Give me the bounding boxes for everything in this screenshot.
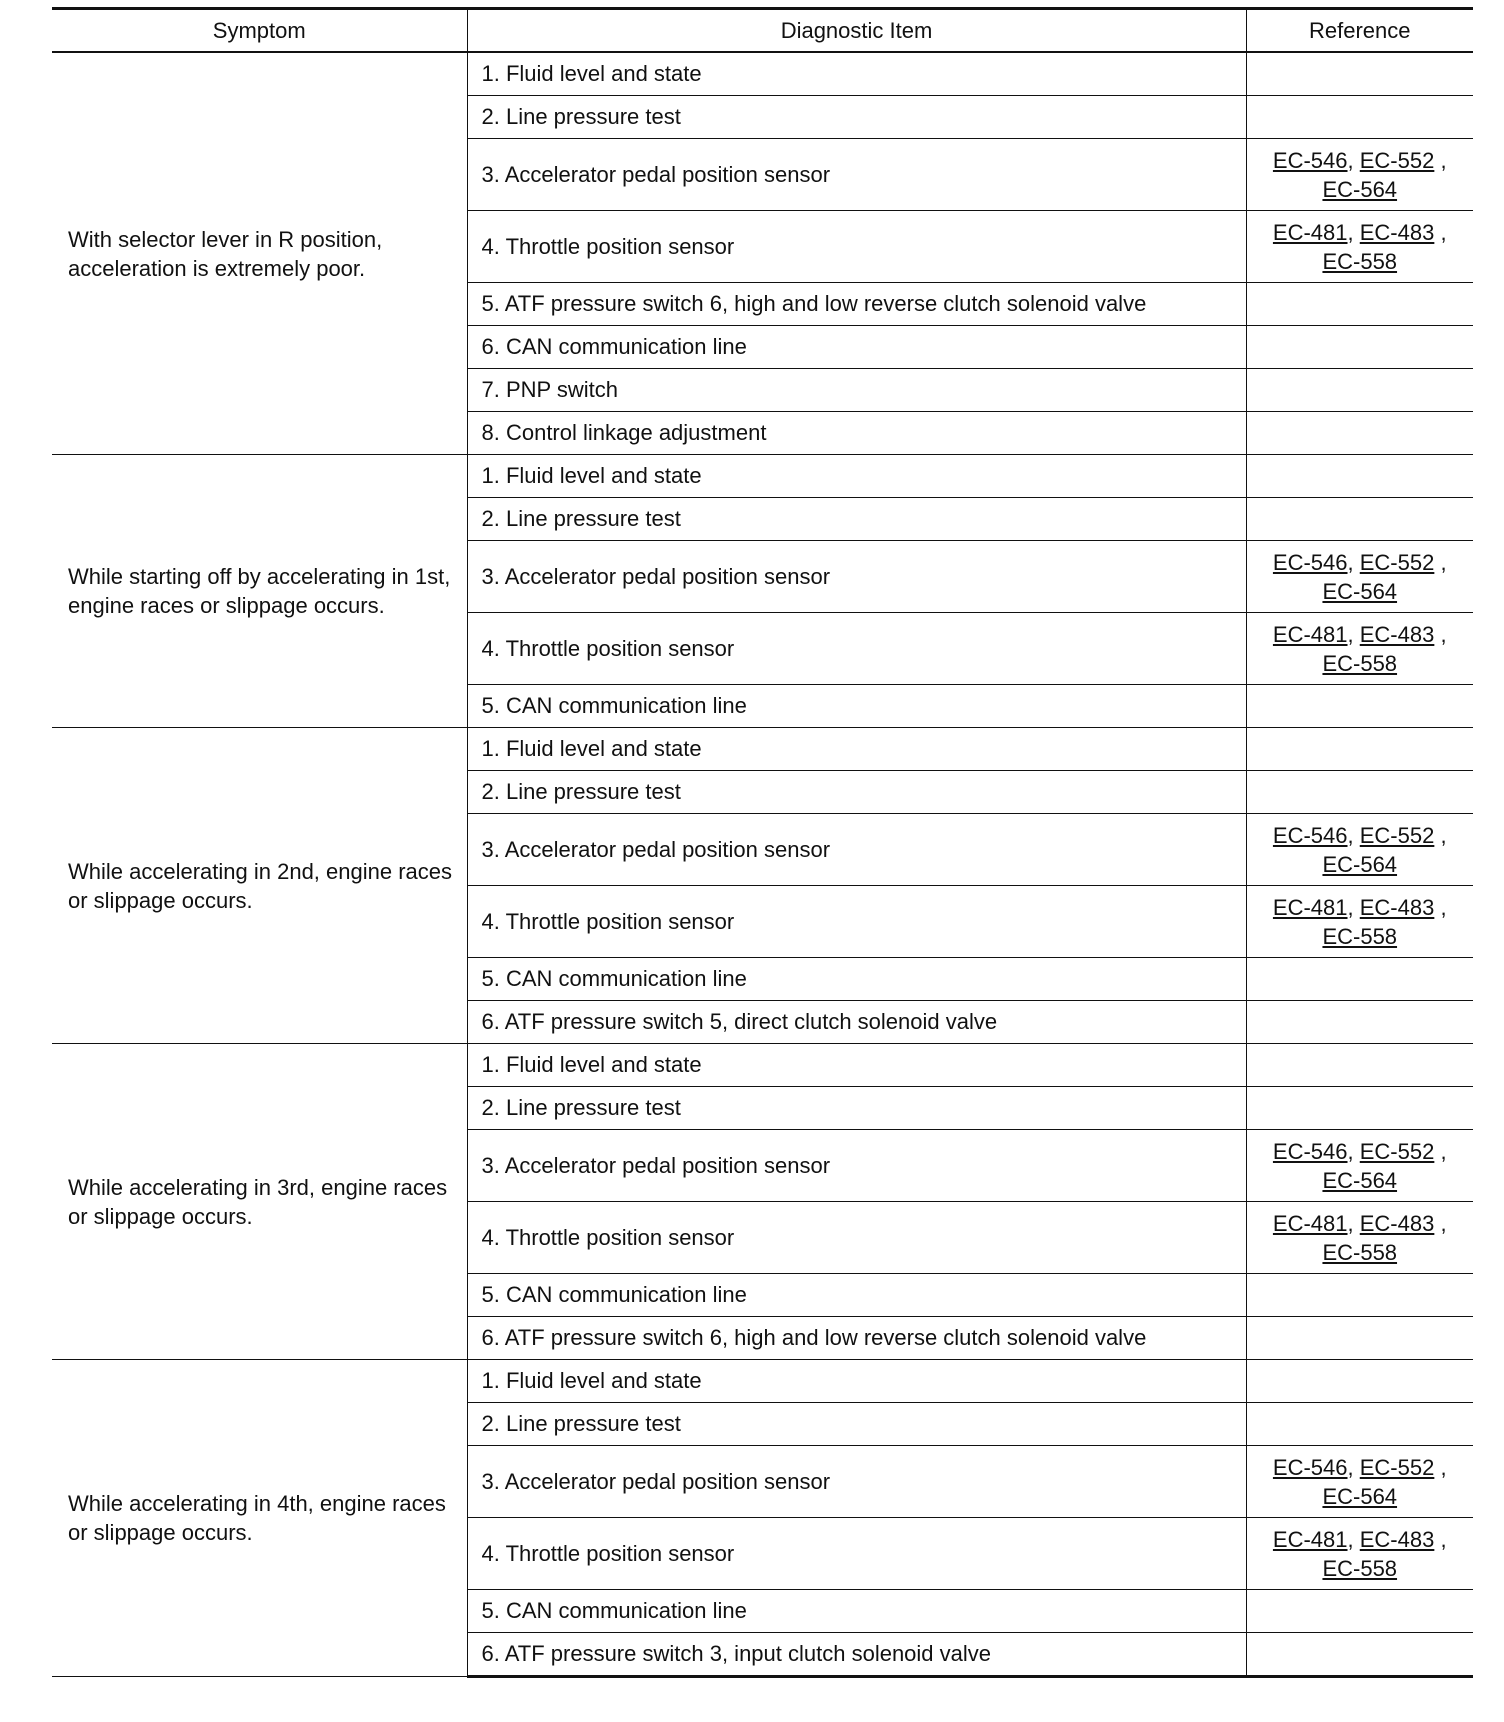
diagnostic-item-cell: 3. Accelerator pedal position sensor <box>467 1130 1246 1202</box>
diagnostic-item-cell: 5. ATF pressure switch 6, high and low reverse clutch solenoid valve <box>467 283 1246 326</box>
reference-link[interactable]: EC-546 <box>1272 1138 1348 1164</box>
reference-cell <box>1246 369 1473 412</box>
reference-link[interactable]: EC-481 <box>1272 219 1348 245</box>
diagnostic-item-header: Diagnostic Item <box>467 9 1246 53</box>
reference-link[interactable]: EC-552 <box>1359 822 1435 848</box>
reference-link[interactable]: EC-483 <box>1359 219 1435 245</box>
diagnostic-item-cell: 7. PNP switch <box>467 369 1246 412</box>
reference-cell <box>1246 283 1473 326</box>
reference-cell <box>1246 728 1473 771</box>
diagnostic-item-cell: 4. Throttle position sensor <box>467 1518 1246 1590</box>
reference-link[interactable]: EC-546 <box>1272 822 1348 848</box>
reference-cell <box>1246 96 1473 139</box>
reference-link[interactable]: EC-558 <box>1322 1555 1398 1581</box>
diagnostic-item-cell: 5. CAN communication line <box>467 685 1246 728</box>
symptom-group <box>52 455 1473 728</box>
reference-cell: EC-481, EC-483 , EC-558 <box>1272 894 1447 949</box>
reference-link[interactable]: EC-546 <box>1272 147 1348 173</box>
diagnostic-item-cell: 3. Accelerator pedal position sensor <box>467 1446 1246 1518</box>
reference-cell: EC-546, EC-552 , EC-564 <box>1272 1454 1447 1509</box>
reference-link[interactable]: EC-552 <box>1359 1138 1435 1164</box>
reference-cell <box>1246 455 1473 498</box>
reference-link[interactable]: EC-552 <box>1359 1454 1435 1480</box>
reference-link[interactable]: EC-483 <box>1359 1210 1435 1236</box>
diagnostic-item-cell: 3. Accelerator pedal position sensor <box>467 814 1246 886</box>
symptom-cell: While accelerating in 3rd, engine races or slippage occurs. <box>52 1044 467 1360</box>
symptom-cell: While accelerating in 2nd, engine races or slippage occurs. <box>52 728 467 1044</box>
reference-cell <box>1246 1317 1473 1360</box>
reference-cell <box>1246 52 1473 96</box>
diagnostic-item-cell: 4. Throttle position sensor <box>467 886 1246 958</box>
diagnostic-item-cell: 1. Fluid level and state <box>467 455 1246 498</box>
diagnostic-item-cell: 2. Line pressure test <box>467 771 1246 814</box>
reference-link[interactable]: EC-552 <box>1359 147 1435 173</box>
reference-cell <box>1246 1633 1473 1677</box>
diagnosis-table <box>52 7 1473 1678</box>
reference-link[interactable]: EC-481 <box>1272 1526 1348 1552</box>
reference-link[interactable]: EC-564 <box>1322 851 1398 877</box>
symptom-group <box>52 1044 1473 1360</box>
diagnostic-item-cell: 2. Line pressure test <box>467 96 1246 139</box>
table-row <box>52 455 1473 498</box>
diagnostic-item-cell: 6. ATF pressure switch 5, direct clutch solenoid valve <box>467 1001 1246 1044</box>
diagnostic-item-cell: 4. Throttle position sensor <box>467 1202 1246 1274</box>
diagnostic-item-cell: 1. Fluid level and state <box>467 1044 1246 1087</box>
diagnostic-item-cell: 3. Accelerator pedal position sensor <box>467 541 1246 613</box>
reference-cell: EC-546, EC-552 , EC-564 <box>1272 822 1447 877</box>
symptom-cell: With selector lever in R position, acceleration is extremely poor. <box>52 52 467 455</box>
diagnostic-item-cell: 5. CAN communication line <box>467 1274 1246 1317</box>
reference-cell: EC-481, EC-483 , EC-558 <box>1272 219 1447 274</box>
table-row <box>52 1044 1473 1087</box>
diagnostic-item-cell: 2. Line pressure test <box>467 1087 1246 1130</box>
symptom-header: Symptom <box>212 17 306 43</box>
reference-cell <box>1246 326 1473 369</box>
diagnostic-item-cell: 3. Accelerator pedal position sensor <box>467 139 1246 211</box>
reference-link[interactable]: EC-481 <box>1272 621 1348 647</box>
diagnostic-item-cell: 6. ATF pressure switch 6, high and low reverse clutch solenoid valve <box>467 1317 1246 1360</box>
reference-link[interactable]: EC-483 <box>1359 621 1435 647</box>
reference-header: Reference <box>1308 17 1411 43</box>
reference-cell <box>1246 771 1473 814</box>
diagnostic-item-cell: 4. Throttle position sensor <box>467 211 1246 283</box>
header-row <box>52 9 1473 53</box>
reference-link[interactable]: EC-481 <box>1272 894 1348 920</box>
reference-link[interactable]: EC-481 <box>1272 1210 1348 1236</box>
reference-link[interactable]: EC-558 <box>1322 923 1398 949</box>
reference-cell <box>1246 498 1473 541</box>
reference-link[interactable]: EC-564 <box>1322 176 1398 202</box>
diagnostic-item-cell: 5. CAN communication line <box>467 958 1246 1001</box>
reference-cell: EC-546, EC-552 , EC-564 <box>1272 549 1447 604</box>
diagnostic-item-cell: 1. Fluid level and state <box>467 1360 1246 1403</box>
diagnostic-item-cell: 1. Fluid level and state <box>467 52 1246 96</box>
reference-link[interactable]: EC-558 <box>1322 1239 1398 1265</box>
diagnostic-item-cell: 6. ATF pressure switch 3, input clutch solenoid valve <box>467 1633 1246 1677</box>
reference-cell <box>1246 958 1473 1001</box>
reference-cell: EC-481, EC-483 , EC-558 <box>1272 1210 1447 1265</box>
symptom-group <box>52 1360 1473 1677</box>
diagnostic-item-cell: 6. CAN communication line <box>467 326 1246 369</box>
symptom-cell: While accelerating in 4th, engine races or slippage occurs. <box>52 1360 467 1677</box>
reference-link[interactable]: EC-564 <box>1322 578 1398 604</box>
symptom-group <box>52 728 1473 1044</box>
symptom-group <box>52 52 1473 455</box>
reference-link[interactable]: EC-483 <box>1359 1526 1435 1552</box>
table-row <box>52 52 1473 96</box>
diagnostic-item-cell: 2. Line pressure test <box>467 1403 1246 1446</box>
diagnostic-item-cell: 8. Control linkage adjustment <box>467 412 1246 455</box>
reference-cell <box>1246 1001 1473 1044</box>
reference-link[interactable]: EC-483 <box>1359 894 1435 920</box>
reference-cell <box>1246 1274 1473 1317</box>
reference-link[interactable]: EC-546 <box>1272 549 1348 575</box>
diagnostic-item-cell: 4. Throttle position sensor <box>467 613 1246 685</box>
table-row <box>52 1360 1473 1403</box>
diagnostic-item-cell: 2. Line pressure test <box>467 498 1246 541</box>
reference-link[interactable]: EC-558 <box>1322 248 1398 274</box>
reference-cell <box>1246 1087 1473 1130</box>
symptom-cell: While starting off by accelerating in 1st, engine races or slippage occurs. <box>52 455 467 728</box>
reference-cell <box>1246 685 1473 728</box>
diagnostic-item-cell: 1. Fluid level and state <box>467 728 1246 771</box>
table-row <box>52 728 1473 771</box>
reference-cell <box>1246 412 1473 455</box>
diagnostic-item-cell: 5. CAN communication line <box>467 1590 1246 1633</box>
reference-cell <box>1246 1360 1473 1403</box>
reference-cell <box>1246 1044 1473 1087</box>
reference-link[interactable]: EC-564 <box>1322 1167 1398 1193</box>
reference-cell: EC-481, EC-483 , EC-558 <box>1272 1526 1447 1581</box>
reference-cell: EC-546, EC-552 , EC-564 <box>1272 147 1447 202</box>
reference-link[interactable]: EC-558 <box>1322 650 1398 676</box>
reference-link[interactable]: EC-564 <box>1322 1483 1398 1509</box>
reference-cell: EC-546, EC-552 , EC-564 <box>1272 1138 1447 1193</box>
reference-link[interactable]: EC-552 <box>1359 549 1435 575</box>
reference-cell <box>1246 1590 1473 1633</box>
reference-link[interactable]: EC-546 <box>1272 1454 1348 1480</box>
reference-cell <box>1246 1403 1473 1446</box>
reference-cell: EC-481, EC-483 , EC-558 <box>1272 621 1447 676</box>
